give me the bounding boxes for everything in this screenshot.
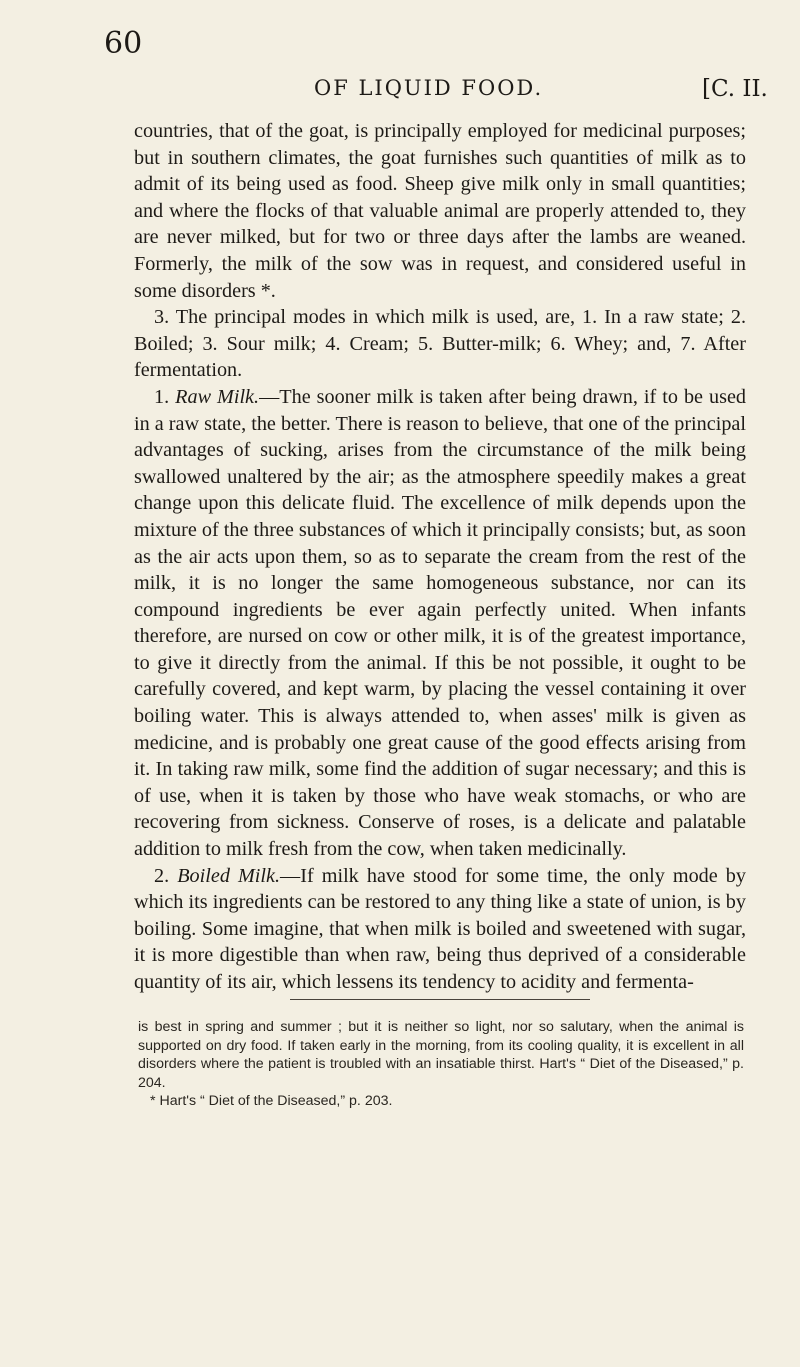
running-head: OF LIQUID FOOD. [314,76,544,100]
footnote-divider [290,999,590,1000]
main-text [134,118,746,996]
raw-milk-text: —The sooner milk is taken after being drawn, if to be used in a raw state, the better. There is reason to believe, that one of the principal advantages of sucking, arises from the circumstance of the milk being swallowed unaltered by the air; as the atmosphere speedily makes a great change upon this delicate fluid. The excellence of milk depends upon the mixture of the three substances of which it principally consists; but, as soon as the air acts upon them, so as to separate the cream from the rest of the milk, it is no longer the same homogeneous substance, nor can its compound ingredients be ever again perfectly united. When infants therefore, are nursed on cow or other milk, it is of the greatest importance, to give it directly from the animal. If this be not possible, it ought to be carefully covered, and kept warm, by placing the vessel containing it over boiling water. This is always attended to, when asses' milk is given as medicine, and is probably one great cause of the good effects arising from it. In taking raw milk, some find the addition of sugar necessary; and this is of use, when it is taken by those who have weak stomachs, or who are recovering from sickness. Conserve of roses, is a delicate and palatable addition to milk fresh from the cow, when taken medicinally. [134,385,746,861]
paragraph-modes-of-use: 3. The principal modes in which milk is used, are, 1. In a raw state; 2. Boiled; 3. Sour milk; 4. Cream; 5. Butter-milk; 6. Whey; and, 7. After fermentation. [134,306,746,382]
section-title-boiled-milk: Boiled Milk. [177,864,281,887]
section-number: 1. [154,385,170,408]
page-number: 60 [104,26,143,61]
page-header [0,18,800,102]
paragraph-raw-milk [134,384,746,863]
section-title-raw-milk: Raw Milk. [175,385,260,408]
boiled-milk-text: —If milk have stood for some time, the only mode by which its ingredients can be restored to any thing like a state of union, is by boiling. Some imagine, that when milk is boiled and sweetened with sugar, it is more digestible than when raw, being thus deprived of a considerable quantity of its air, which lessens its tendency to acidity and fermenta- [134,864,746,993]
chapter-reference: [C. II. [702,76,768,102]
footnote-star: * Hart's “ Diet of the Diseased,” p. 203. [150,1093,393,1110]
section-number: 2. [154,864,170,887]
paragraph-boiled-milk [134,863,746,996]
footnotes [138,1018,744,1111]
paragraph-animals-milk: countries, that of the goat, is principally employed for medicinal purposes; but in southern climates, the goat furnishes such quantities of milk as to admit of its being used as food. Sheep give milk only in small quantities; and where the flocks of that valuable animal are properly attended to, they are never milked, but for two or three days after the lambs are weaned. Formerly, the milk of the sow was in request, and considered useful in some disorders *. [134,120,746,302]
footnote-continued: is best in spring and summer ; but it is neither so light, nor so salutary, when the animal is supported on dry food. If taken early in the morning, from its cooling quality, it is excellent in all disorders where the patient is troubled with an insatiable thirst. Hart's “ Diet of the Diseased,” p. 204. [138,1019,744,1091]
